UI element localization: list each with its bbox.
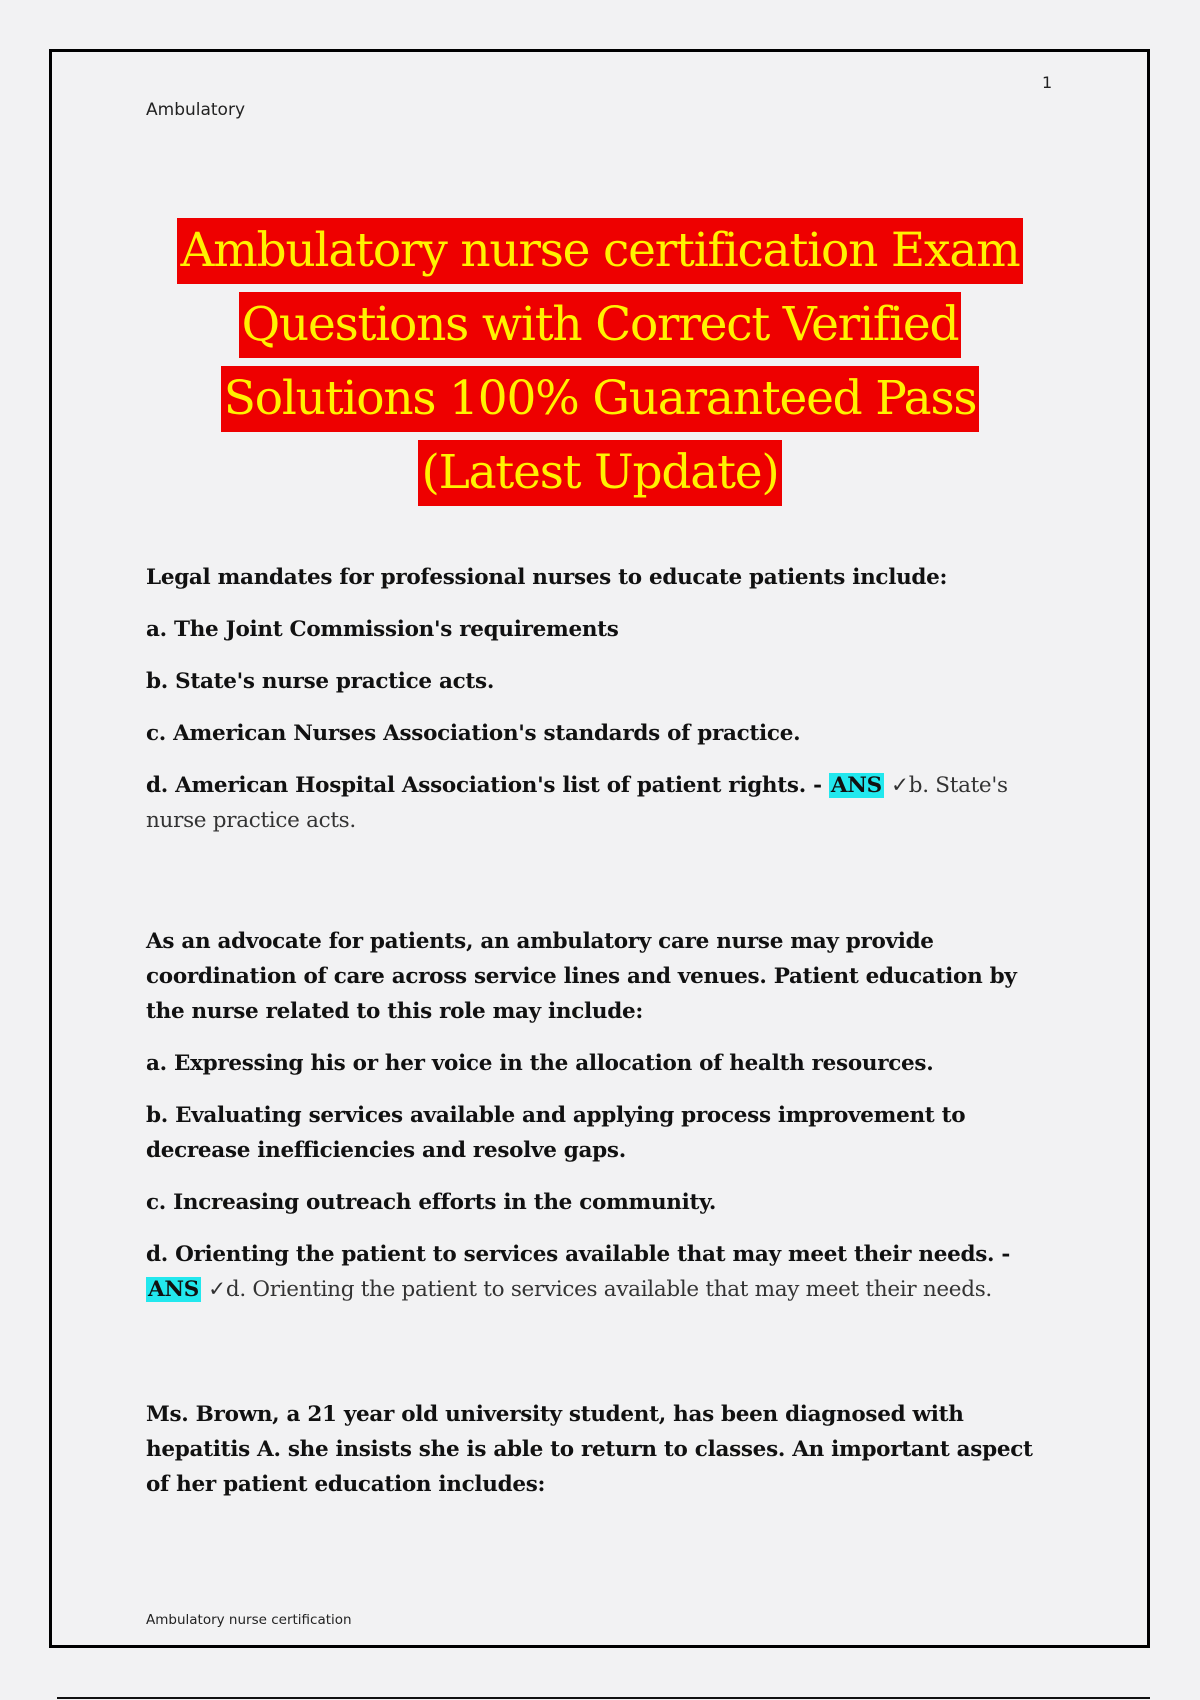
title-line-text: (Latest Update) [418,440,781,506]
document-title [100,218,1100,514]
title-line-text: Solutions 100% Guaranteed Pass [221,366,980,432]
answer-text: b. State's nurse practice acts. [146,773,1008,833]
page-divider [57,1697,1150,1699]
question-2-option-a: a. Expressing his or her voice in the allocation of health resources. [146,1051,934,1076]
question-2-option-c: c. Increasing outreach efforts in the community. [146,1190,717,1215]
answer-tag: ANS [830,773,882,798]
question-1-option-a: a. The Joint Commission's requirements [146,617,619,642]
question-1-option-c: c. American Nurses Association's standards of practice. [146,721,801,746]
title-line [100,366,1100,440]
running-header: Ambulatory [146,100,246,120]
question-2: As an advocate for patients, an ambulatory care nurse may provide coordination of care across service lines and venues. Patient education by the nurse related to this role may include: [146,929,1017,1024]
title-line [100,292,1100,366]
question-1-option-d [146,768,1046,838]
page-number: 1 [1042,73,1053,92]
option-d-text: d. Orienting the patient to services available that may meet their needs. - [146,1242,1011,1267]
title-line [100,218,1100,292]
spacer [146,838,1046,924]
title-line-text: Ambulatory nurse certification Exam [177,218,1022,284]
document-body [146,560,1046,1519]
title-line [100,440,1100,514]
title-line-text: Questions with Correct Verified [239,292,962,358]
running-footer: Ambulatory nurse certification [146,1612,352,1628]
answer-text: d. Orienting the patient to services available that may meet their needs. [225,1277,992,1302]
checkmark-icon: ✓ [208,1277,226,1302]
answer-tag: ANS [148,1277,199,1302]
question-3: Ms. Brown, a 21 year old university student, has been diagnosed with hepatitis A. she insists she is able to return to classes. An important aspect of her patient education includes: [146,1402,1033,1497]
checkmark-icon: ✓ [891,773,909,798]
option-d-text: d. American Hospital Association's list of patient rights. - [146,773,822,798]
question-1: Legal mandates for professional nurses to educate patients include: [146,565,948,590]
question-2-option-b: b. Evaluating services available and applying process improvement to decrease inefficiencies and resolve gaps. [146,1103,966,1163]
question-2-option-d [146,1237,1046,1307]
question-1-option-b: b. State's nurse practice acts. [146,669,495,694]
spacer [146,1307,1046,1397]
